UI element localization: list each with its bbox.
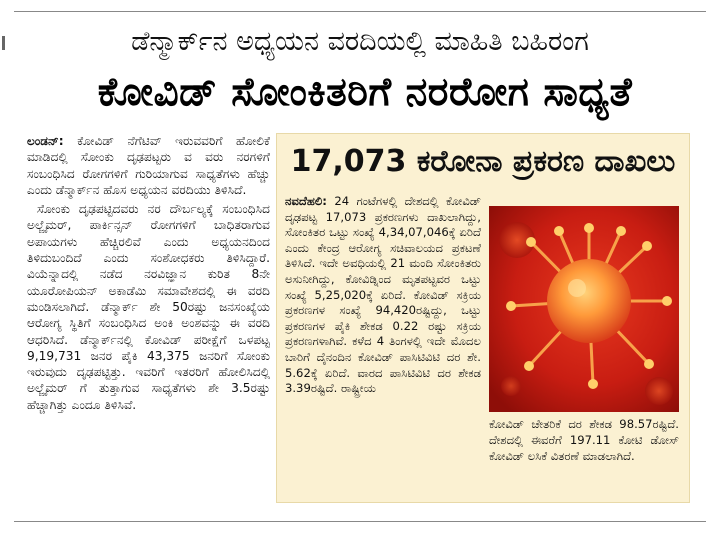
box-dateline: ನವದೆಹಲಿ: xyxy=(285,194,327,208)
article-paragraph-2: ಸೋಂಕು ದೃಢಪಟ್ಟಿದವರು ನರ ದೌರ್ಬಲ್ಯಕ್ಕೆ ಸಂಬಂಧಿಸಿದ ಅಲ್ಜೈಮರ್, ಪಾರ್ಕಿನ್ಸನ್ ರೋಗಗಳಿಗೆ ಬಾಧಿತರಾಗುವ ಅಪಾಯಗಳು ಹೆಚ್ಚಿರಲಿವೆ ಎಂದು ಅಧ್ಯಯನದಿಂದ ತಿಳಿದುಬಂದಿದೆ ಎಂದು ಸಂಶೋಧಕರು ತಿಳಿಸಿದ್ದಾರೆ. ವಿಯೆನ್ನಾದಲ್ಲಿ ನಡೆದ ನರವಿಜ್ಞಾನ ಕುರಿತ 8ನೇ ಯೂರೋಪಿಯನ್ ಅಕಾಡೆಮಿ ಸಮಾವೇಶದಲ್ಲಿ ಈ ವರದಿ ಮಂಡಿಸಲಾಗಿದೆ. ಡೆನ್ಮಾರ್ಕ್ ಶೇ 50ರಷ್ಟು ಜನಸಂಖ್ಯೆಯ ಆರೋಗ್ಯ ಸ್ಥಿತಿಗೆ ಸಂಬಂಧಿಸಿದ ಅಂಕಿ ಅಂಶವನ್ನು ಈ ವರದಿ ಆಧರಿಸಿದೆ. ಡೆನ್ಮಾರ್ಕ್‌ನಲ್ಲಿ ಕೋವಿಡ್ ಪರೀಕ್ಷೆಗೆ ಒಳಪಟ್ಟ 9,19,731 ಜನರ ಪೈಕಿ 43,375 ಜನರಿಗೆ ಸೋಂಕು ಇರುವುದು ದೃಢಪಟ್ಟಿತ್ತು. ಇವರಿಗೆ ಇತರರಿಗೆ ಹೋಲಿಸಿದಲ್ಲಿ ಅಲ್ಜೈಮರ್ ಗೆ ತುತ್ತಾಗುವ ಸಾಧ್ಯತೆಗಳು ಶೇ 3.5ರಷ್ಟು ಹೆಚ್ಚಾಗಿತ್ತು ಎಂದೂ ತಿಳಿಸಿವೆ. xyxy=(27,202,270,412)
subheadline: ಡೆನ್ಮಾರ್ಕ್‌ನ ಅಧ್ಯಯನ ವರದಿಯಲ್ಲಿ ಮಾಹಿತಿ ಬಹಿರಂಗ xyxy=(131,26,589,57)
article-paragraph-1 xyxy=(27,133,270,198)
virus-core xyxy=(547,259,631,343)
dateline: ಲಂಡನ್: xyxy=(27,134,64,148)
image-caption: ಕೋವಿಡ್ ಚೇತರಿಕೆ ದರ ಶೇಕಡ 98.57ರಷ್ಟಿದೆ. ದೇಶದಲ್ಲಿ ಈವರೆಗೆ 197.11 ಕೋಟಿ ಡೋಸ್ ಕೋವಿಡ್ ಲಸಿಕೆ ವಿತರಣೆ ಮಾಡಲಾಗಿದೆ. xyxy=(489,417,679,463)
coronavirus-image xyxy=(489,206,679,412)
main-article-body xyxy=(27,133,270,508)
box-body xyxy=(285,194,481,494)
box-body-text: 24 ಗಂಟೆಗಳಲ್ಲಿ ದೇಶದಲ್ಲಿ ಕೋವಿಡ್ ದೃಢಪಟ್ಟ 17,073 ಪ್ರಕರಣಗಳು ದಾಖಲಾಗಿದ್ದು, ಸೋಂಕಿತರ ಒಟ್ಟು ಸಂಖ್ಯೆ 4,34,07,046ಕ್ಕೆ ಏರಿದೆ ಎಂದು ಕೇಂದ್ರ ಆರೋಗ್ಯ ಸಚಿವಾಲಯದ ಪ್ರಕಟಣೆ ತಿಳಿಸಿದೆ. ಇದೇ ಅವಧಿಯಲ್ಲಿ 21 ಮಂದಿ ಸೋಂಕಿತರು ಅಸುನೀಗಿದ್ದು, ಕೋವಿಡ್ನಿಂದ ಮೃತಪಟ್ಟವರ ಒಟ್ಟು ಸಂಖ್ಯೆ 5,25,020ಕ್ಕೆ ಏರಿದೆ. ಕೋವಿಡ್ ಸಕ್ರಿಯ ಪ್ರಕರಣಗಳ ಸಂಖ್ಯೆ 94,420ರಷ್ಟಿದ್ದು, ಒಟ್ಟು ಪ್ರಕರಣಗಳ ಪೈಕಿ ಶೇಕಡ 0.22 ರಷ್ಟು ಸಕ್ರಿಯ ಪ್ರಕರಣಗಳಾಗಿವೆ. ಕಳೆದ 4 ತಿಂಗಳಲ್ಲಿ ಇದೇ ಮೊದಲ ಬಾರಿಗೆ ದೈನಂದಿನ ಕೋವಿಡ್ ಪಾಸಿಟಿವಿಟಿ ದರ ಶೇ. 5.62ಕ್ಕೆ ಏರಿದೆ. ವಾರದ ಪಾಸಿಟಿವಿಟಿ ದರ ಶೇಕಡ 3.39ರಷ್ಟಿದೆ. ರಾಷ್ಟ್ರೀಯ xyxy=(285,194,481,396)
box-headline: 17,073 ಕರೋನಾ ಪ್ರಕರಣ ದಾಖಲು xyxy=(290,144,676,179)
margin-mark xyxy=(2,36,5,50)
sidebar-news-box xyxy=(276,133,690,503)
headline: ಕೋವಿಡ್ ಸೋಂಕಿತರಿಗೆ ನರರೋಗ ಸಾಧ್ಯತೆ xyxy=(97,70,633,115)
bottom-rule xyxy=(14,521,706,522)
article-paragraph-1-text: ಕೋವಿಡ್ ನೆಗೆಟಿವ್ ಇರುವವರಿಗೆ ಹೋಲಿಕೆ ಮಾಡಿದಲ್ಲಿ ಸೋಂಕು ದೃಢಪಟ್ಟರು ವ ವರು ನರಗಳಿಗೆ ಸಂಬಂಧಿಸಿದ ರೋಗಗಳಿಗೆ ಗುರಿಯಾಗುವ ಸಾಧ್ಯತೆಗಳು ಹೆಚ್ಚು ಎಂದು ಡೆನ್ಮಾರ್ಕ್‌ನ ಹೊಸ ಅಧ್ಯಯನ ವರದಿಯು ತಿಳಿಸಿದೆ. xyxy=(27,134,270,197)
top-rule xyxy=(14,11,706,12)
coronavirus-icon xyxy=(489,206,679,412)
